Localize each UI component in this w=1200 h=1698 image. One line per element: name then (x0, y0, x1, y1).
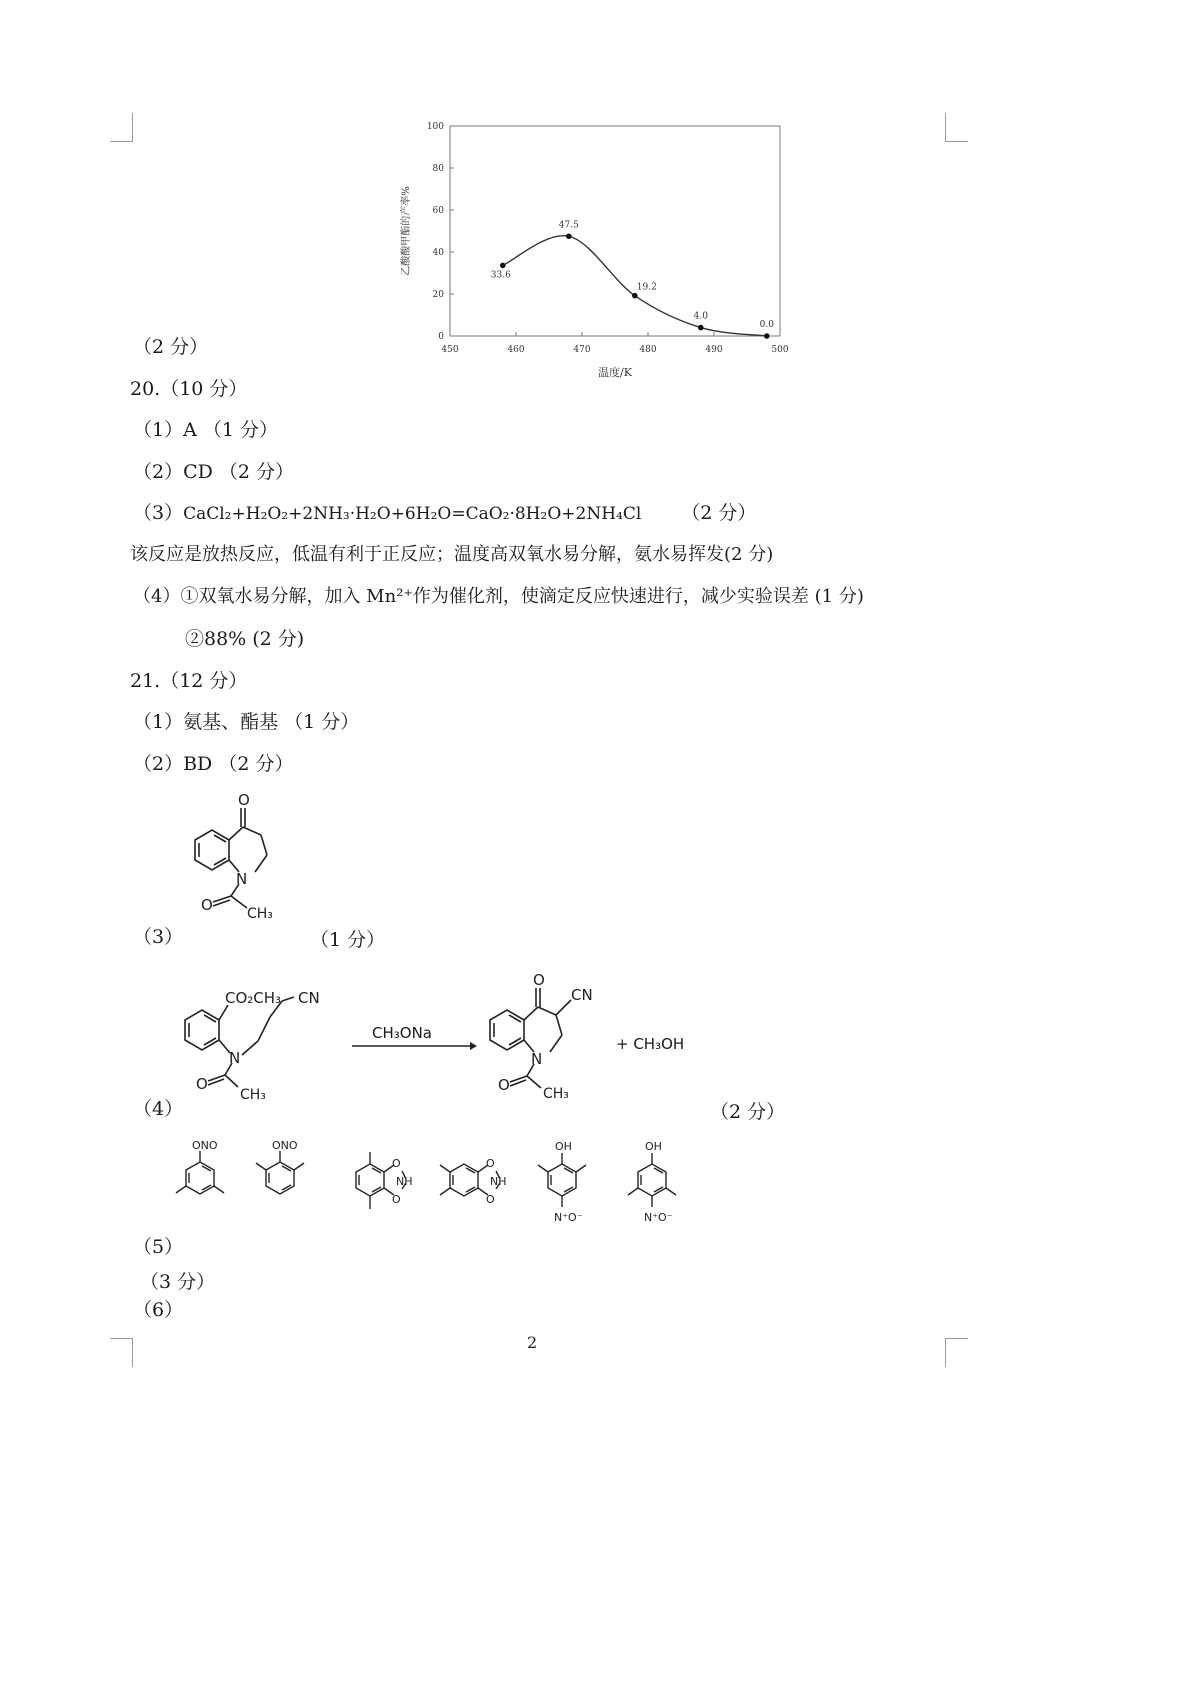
crop-mark-bottom-right (945, 1338, 968, 1367)
q20-part3-score: （2 分） (681, 502, 757, 524)
q20-part4-a: （4）①双氧水易分解，加入 Mn²⁺作为催化剂，使滴定反应快速进行，减少实验误差 (1 分) (133, 586, 864, 607)
q21-part2: （2）BD （2 分） (133, 753, 294, 775)
x-tick-label: 450 (441, 345, 459, 355)
q19-score: （2 分） (133, 336, 209, 358)
yield-temperature-chart (395, 118, 815, 393)
atom-O: O (238, 791, 250, 809)
q21-part3-score: （1 分） (310, 929, 386, 951)
q20-part3-equation: CaCl₂+H₂O₂+2NH₃·H₂O+6H₂O=CaO₂·8H₂O+2NH₄Cl (183, 504, 642, 524)
atom-ester: CO₂CH₃ (225, 989, 282, 1007)
chart-series-line (503, 236, 767, 336)
chart-x-axis-label: 温度/K (598, 366, 632, 379)
q20-part3 (133, 501, 756, 526)
atom-CH3: CH₃ (240, 1087, 266, 1103)
atom-O: O (498, 1076, 510, 1094)
chart-point (698, 325, 704, 331)
chart-data-label: 0.0 (759, 320, 774, 330)
chart-data-label: 33.6 (490, 270, 511, 281)
x-tick-label: 490 (705, 345, 723, 355)
q20-part4-b: ②88% (2 分) (185, 628, 305, 650)
atom-CN: CN (298, 989, 320, 1007)
atom-O: O (486, 1157, 495, 1170)
q20-header: 20.（10 分） (130, 378, 248, 400)
atom-N: N (236, 870, 248, 888)
chart-data-label: 19.2 (636, 282, 657, 293)
chart-y-axis-label: 乙酸酸甲酯的产率% (401, 186, 412, 276)
chart-plot-frame (450, 126, 780, 336)
atom-OH: OH (555, 1140, 572, 1153)
y-tick-label: 60 (432, 206, 444, 216)
crop-mark-bottom-left (110, 1338, 133, 1367)
x-tick-label: 460 (507, 345, 525, 355)
atom-N: N (531, 1050, 543, 1068)
atom-O: O (196, 1075, 208, 1093)
x-tick-label: 470 (573, 345, 591, 355)
atom-CH3: CH₃ (543, 1086, 569, 1102)
q21-part3-label: （3） (133, 926, 184, 948)
atom-NH: NH (396, 1175, 413, 1188)
atom-NH: NH (490, 1175, 507, 1188)
benzazepinone-structure (175, 790, 305, 945)
crop-mark-top-right (945, 113, 968, 142)
atom-ONO: ONO (272, 1139, 298, 1152)
reactant-structure (170, 975, 350, 1110)
atom-NO: N⁺O⁻ (644, 1211, 673, 1224)
q20-part2: （2）CD （2 分） (133, 461, 295, 483)
chart-point (500, 263, 506, 269)
reaction-arrow (352, 1040, 477, 1052)
crop-mark-top-left (110, 113, 133, 142)
chart-point (566, 233, 572, 239)
chart-axes (427, 122, 789, 355)
isomer-structures (170, 1135, 740, 1245)
atom-O: O (533, 971, 545, 989)
chart-data-label: 4.0 (693, 311, 708, 322)
atom-ONO: ONO (192, 1139, 218, 1152)
q21-part5-label: （5） (133, 1236, 184, 1258)
reaction-reagent: CH₃ONa (372, 1024, 432, 1042)
atom-O: O (392, 1193, 401, 1206)
q21-part6-label: （6） (133, 1299, 184, 1321)
y-tick-label: 0 (438, 332, 444, 342)
q21-header: 21.（12 分） (130, 670, 248, 692)
q20-part3-label: （3） (133, 502, 184, 524)
atom-NO: N⁺O⁻ (554, 1211, 583, 1224)
atom-OH: OH (645, 1140, 662, 1153)
atom-N: N (229, 1049, 241, 1067)
atom-CN: CN (571, 986, 593, 1004)
y-tick-label: 40 (432, 248, 444, 258)
atom-O: O (201, 896, 213, 914)
reaction-byproduct: + CH₃OH (616, 1035, 685, 1053)
chart-data-label: 47.5 (558, 220, 579, 231)
q20-part1: （1）A （1 分） (133, 419, 278, 441)
y-tick-label: 80 (432, 164, 444, 174)
x-tick-label: 480 (639, 345, 657, 355)
chart-point (632, 293, 638, 299)
q20-part3-reason: 该反应是放热反应，低温有利于正反应；温度高双氧水易分解，氨水易挥发(2 分) (130, 544, 774, 565)
page-number: 2 (527, 1333, 538, 1352)
chart-point (764, 333, 770, 339)
atom-O: O (486, 1193, 495, 1206)
y-tick-label: 20 (432, 290, 444, 300)
q21-part5-score: （3 分） (140, 1271, 216, 1293)
x-tick-label: 500 (771, 345, 789, 355)
q21-part4-label: （4） (133, 1098, 184, 1120)
atom-O: O (392, 1157, 401, 1170)
q21-part1: （1）氨基、酯基 （1 分） (133, 711, 360, 733)
y-tick-label: 100 (426, 122, 444, 132)
atom-CH3: CH₃ (247, 906, 273, 922)
chart-points (491, 220, 774, 339)
q21-part4-score: （2 分） (710, 1101, 786, 1123)
